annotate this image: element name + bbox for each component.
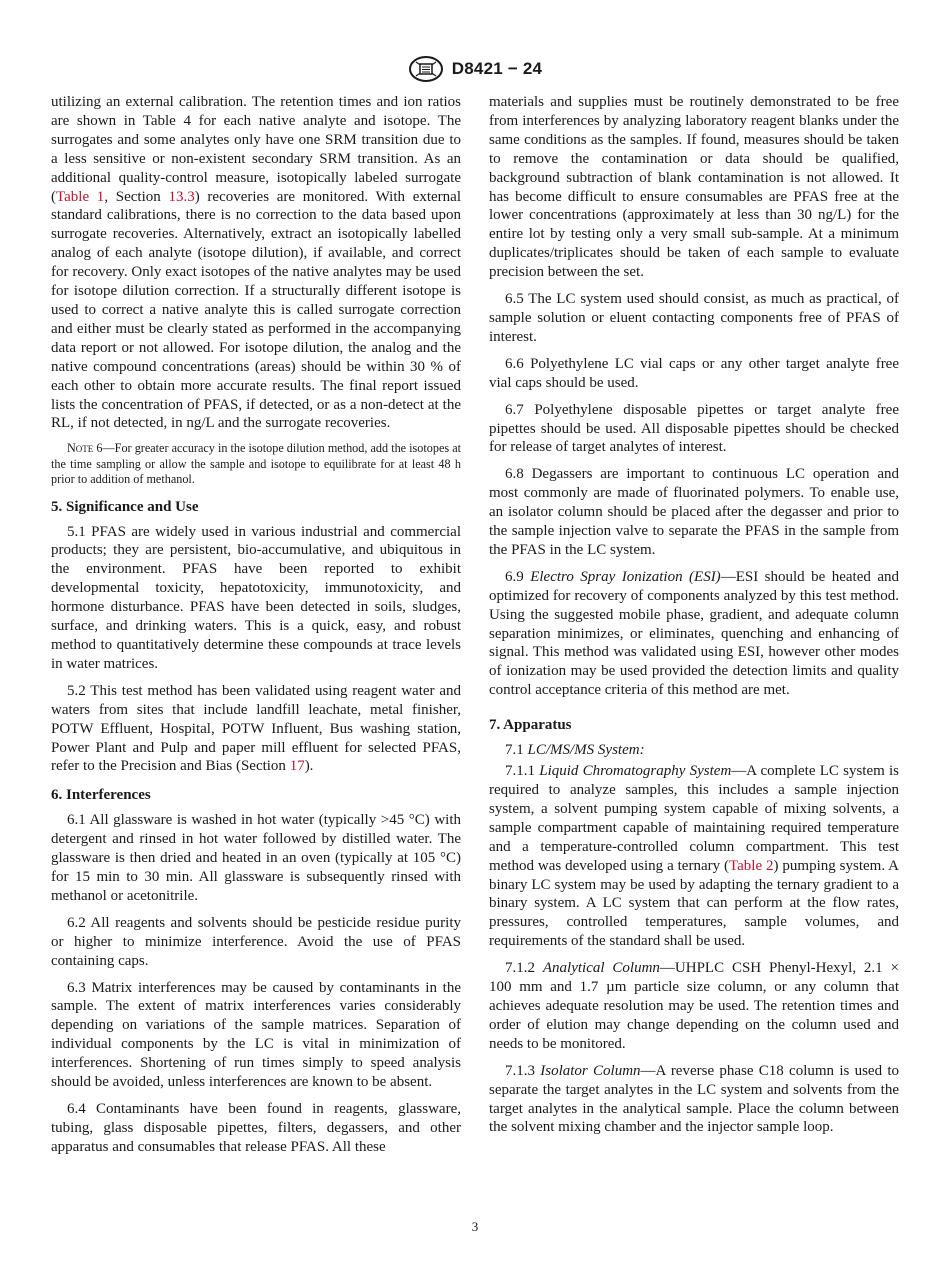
- intro-paragraph: utilizing an external calibration. The retention times and ion ratios are shown in Table 4 for each native analyte and isotope. The surrogates and some analytes only have one SRM transition due to a less sensitive or non-existent secondary SRM transition. As an additional quality-control measure, isotopically labeled surrogate (Table 1, Section 13.3) recoveries are monitored. With external standard calibrations, there is no correction to the data based upon surrogate recoveries. Alternatively, extract an isotopically labelled analog of each analyte (isotope dilution), if available, and correct for recovery. Only exact isotopes of the native analytes may be used for isotope dilution correction. If a structurally different isotope is used to correct a native analyte this is called surrogate correction and either must be clearly stated as performed in the accompanying data report or not allowed. For isotope dilution, the analog and the native compound concentrations (areas) should be within 30 % of each other to obtain more accurate results. The final report issued lists the concentration of PFAS, if detected, or as a non-detect at the RL, if not detected, in ng/L and the surrogate recoveries.: [51, 94, 461, 432]
- page-header: [0, 54, 950, 84]
- left-column: [51, 93, 461, 1165]
- paragraph-6-3: 6.3 Matrix interferences may be caused by contaminants in the sample. The extent of matrix interferences varies considerably depending on variations of the sample matrices. Separation of individual components by the LC is vital in minimization of interferences. Shortening of run times simply to speed analysis should be avoided, unless interferences are known to be absent.: [51, 979, 461, 1091]
- section-7-heading: 7. Apparatus: [489, 717, 572, 734]
- paragraph-6-4-continued: materials and supplies must be routinely demonstrated to be free from interferences by analyzing laboratory reagent blanks under the same conditions as the samples. If found, measures should be taken to remove the contamination or data should be qualified, background subtraction of blank contamination is not allowed. It has become difficult to ensure consumables are PFAS free at the lower concentrations (approximately at less than 30 ng/L) for the entire lot by testing only a very small sub-sample. At a minimum duplicates/triplicates should be taken of each sample to evaluate precision between the set.: [489, 94, 899, 281]
- paragraph-6-2: 6.2 All reagents and solvents should be pesticide residue purity or higher to minimize interference. Avoid the use of PFAS containing caps.: [51, 914, 461, 969]
- section-5-heading: 5. Significance and Use: [51, 498, 199, 515]
- paragraph-6-7: 6.7 Polyethylene disposable pipettes or target analyte free pipettes should be used. All disposable pipettes should be checked for release of target analytes of interest.: [489, 401, 899, 456]
- right-column: [489, 93, 899, 1145]
- section-17-link[interactable]: 17: [289, 758, 305, 775]
- paragraph-7-1-2: 7.1.2 Analytical Column—UHPLC CSH Phenyl-Hexyl, 2.1 × 100 mm and 1.7 µm particle size column, or any column that achieves adequate resolution may be used. The retention times and order of elution may change depending on the column used and needs to be monitored.: [489, 960, 900, 1052]
- document-id: D8421 − 24: [451, 59, 543, 78]
- paragraph-7-1: 7.1 LC/MS/MS System:: [505, 742, 645, 759]
- paragraph-6-6: 6.6 Polyethylene LC vial caps or any other target analyte free vial caps should be used.: [489, 355, 899, 391]
- note-6: Note 6—For greater accuracy in the isotope dilution method, add the isotopes at the time sampling or allow the sample and isotope to equilibrate for at least 48 h prior to addition of methanol.: [51, 441, 461, 487]
- paragraph-7-1-3: 7.1.3 Isolator Column—A reverse phase C18 column is used to separate the target analytes in the LC system and solvents from the target analytes in the analytical sample. Place the column between the solvent mixing chamber and the injector sample loop.: [489, 1062, 900, 1136]
- paragraph-6-9: 6.9 Electro Spray Ionization (ESI)—ESI should be heated and optimized for recovery of components analyzed by this test method. Using the suggested mobile phase, gradient, and adequate column separation minimizes, or eliminates, quenching and enhancing of signal. This method was validated using ESI, however other modes of ionization may be used provided the detection limits and quality control acceptance criteria of this method are met.: [489, 568, 899, 699]
- table-2-link[interactable]: Table 2: [729, 857, 774, 874]
- table-1-link[interactable]: Table 1: [56, 188, 105, 205]
- paragraph-6-8: 6.8 Degassers are important to continuous LC operation and most commonly are made of fluorinated polymers. To enable use, an isolator column should be placed after the degasser and prior to the sample injection valve to separate the PFAS in the sample from the PFAS in the LC system.: [489, 466, 899, 558]
- section-13-3-link[interactable]: 13.3: [168, 188, 195, 205]
- paragraph-5-1: 5.1 PFAS are widely used in various industrial and commercial products; they are persistent, bio-accumulative, and ubiquitous in the environment. PFAS have been reported to exhibit developmental toxicity, hepatotoxicity, immunotoxicity, and hormone disturbance. PFAS have been detected in soils, sludges, surface, and drinking waters. This is a quick, easy, and robust method to quantitatively determine these compounds at trace levels in water matrices.: [51, 523, 461, 672]
- paragraph-7-1-1: 7.1.1 Liquid Chromatography System—A complete LC system is required to analyze samples, this includes a sample injection system, a solvent pumping system capable of mixing solvents, a sample compartment capable of maintaining required temperature and a temperature-controlled column compartment. This test method was developed using a ternary (Table 2) pumping system. A binary LC system may be used by adapting the ternary gradient to a binary system. A LC system that can perform at the flow rates, pressures, controlled temperatures, sample volumes, and requirements of the standard shall be used.: [489, 763, 900, 950]
- paragraph-6-5: 6.5 The LC system used should consist, as much as practical, of sample solution or eluent contacting components free of PFAS of interest.: [489, 291, 899, 345]
- paragraph-6-1: 6.1 All glassware is washed in hot water (typically >45 °C) with detergent and rinsed in hot water followed by distilled water. The glassware is then dried and heated in an oven (typically at 105 °C) for 15 min to 30 min. All glassware is subsequently rinsed with methanol or acetonitrile.: [51, 812, 461, 904]
- astm-logo-icon: [408, 56, 444, 82]
- paragraph-6-4: 6.4 Contaminants have been found in reagents, glassware, tubing, glass disposable pipettes, filters, degassers, and other apparatus and consumables that release PFAS. All these: [51, 1101, 461, 1155]
- page-number: 3: [471, 1219, 479, 1234]
- section-6-heading: 6. Interferences: [51, 787, 151, 804]
- paragraph-5-2: 5.2 This test method has been validated using reagent water and waters from sites that include landfill leachate, metal finisher, POTW Effluent, Hospital, POTW Influent, Bus washing station, Power Plant and Pulp and paper mill effluent for selected PFAS, refer to the Precision and Bias (Section 17).: [51, 682, 461, 775]
